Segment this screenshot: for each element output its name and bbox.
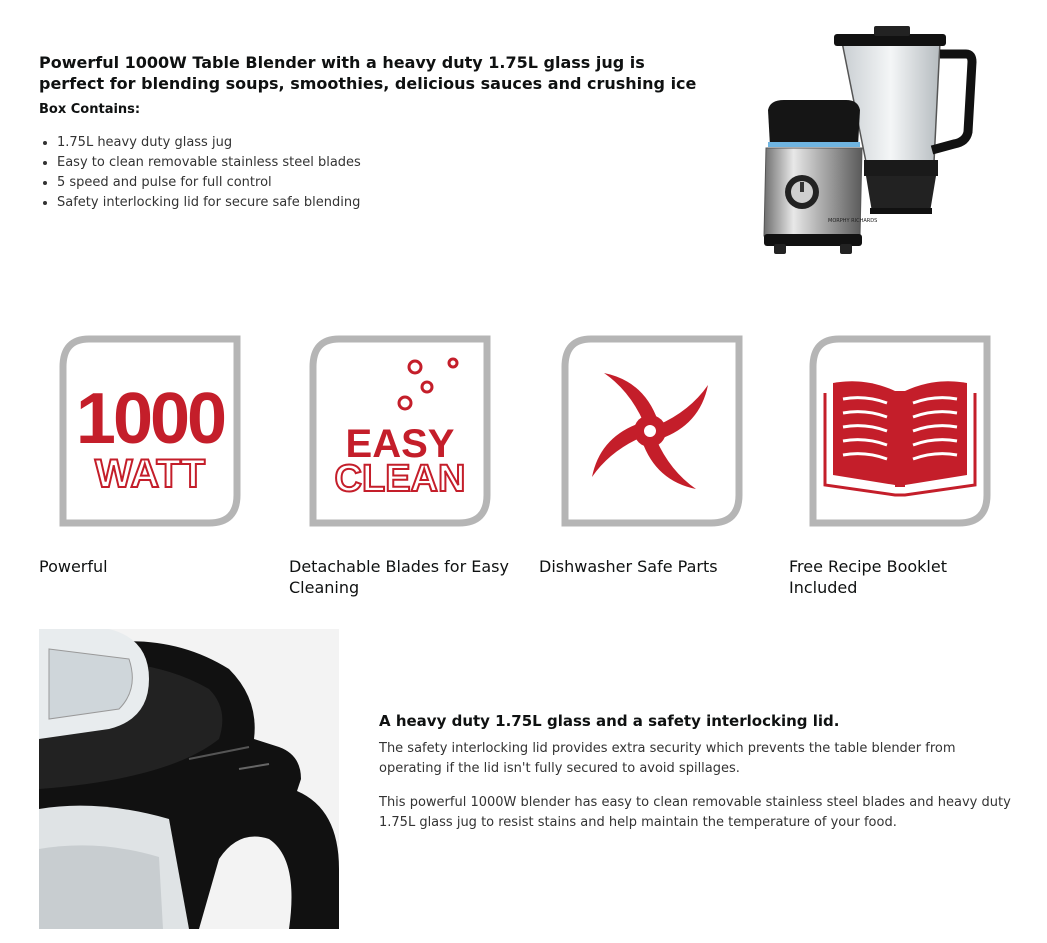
list-item: • Safety interlocking lid for secure safe blending [57, 193, 699, 213]
feature-dishwasher [561, 335, 751, 527]
brand-mark: MORPHY RICHARDS [828, 218, 878, 224]
feature-easy-clean [309, 335, 499, 527]
easy-clean-tile-icon [309, 335, 491, 527]
box-contains-label: Box Contains: [39, 102, 141, 117]
detail-paragraph-2: This powerful 1000W blender has easy to clean removable stainless steel blades and heavy duty 1.75L glass jug to resist stains and help maintain the temperature of your food. [379, 795, 1011, 830]
blender-product-image [754, 22, 984, 262]
feature-label: Free Recipe Booklet Included [789, 557, 947, 597]
tile-line2: WATT [94, 452, 206, 496]
box-contents-list [39, 133, 699, 213]
feature-recipe-booklet [809, 335, 999, 527]
detail-section [379, 711, 1019, 847]
detail-paragraph-1: The safety interlocking lid provides extra security which prevents the table blender from operating if the lid isn't fully secured to avoid spillages. [379, 741, 956, 776]
feature-powerful [59, 335, 249, 527]
feature-label: Dishwasher Safe Parts [539, 557, 718, 576]
jug-lid-photo [39, 629, 339, 929]
tile-line2: CLEAN [334, 458, 466, 500]
blade-tile-icon [561, 335, 743, 527]
product-headline: Powerful 1000W Table Blender with a heavy duty 1.75L glass jug is perfect for blending soups, smoothies, delicious sauces and crushing ice [39, 53, 697, 93]
feature-label: Detachable Blades for Easy Cleaning [289, 557, 509, 597]
list-item: • 1.75L heavy duty glass jug [57, 133, 699, 153]
list-item: • Easy to clean removable stainless steel blades [57, 153, 699, 173]
list-item: • 5 speed and pulse for full control [57, 173, 699, 193]
intro-section [39, 52, 699, 213]
watt-tile-icon [59, 335, 241, 527]
detail-title: A heavy duty 1.75L glass and a safety interlocking lid. [379, 712, 840, 730]
book-tile-icon [809, 335, 991, 527]
tile-line1: 1000 [75, 379, 225, 459]
feature-label: Powerful [39, 557, 108, 576]
tile-line1: EASY [345, 422, 455, 466]
